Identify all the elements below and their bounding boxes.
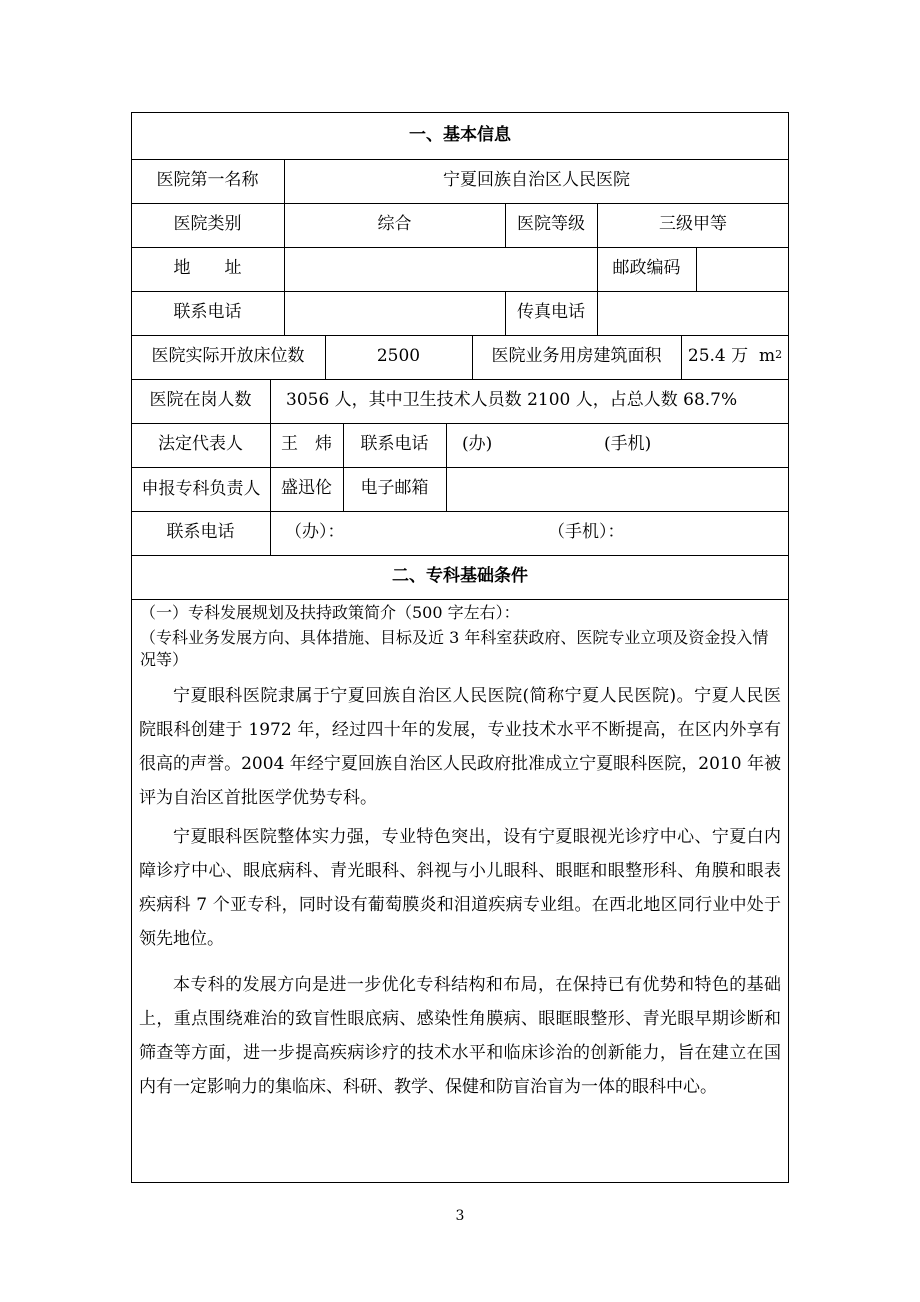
category-value: 综合	[377, 214, 412, 235]
contact-label: 联系电话	[166, 522, 235, 543]
grade-label: 医院等级	[517, 214, 585, 235]
contact-mobile: （手机）：	[548, 522, 625, 543]
beds-value: 2500	[376, 346, 421, 367]
area-value: 25.4 万	[687, 346, 749, 367]
page-number: 3	[455, 1208, 465, 1224]
phone-value	[284, 291, 505, 335]
paragraph-3: 本专科的发展方向是进一步优化专科结构和布局，在保持已有优势和特色的基础上，重点围绕难治的致盲性眼底病、感染性角膜病、眼眶眼整形、青光眼早期诊断和筛查等方面，进一步提高疾病诊疗的技术水平和临床诊治的创新能力，旨在建立在国内有一定影响力的集临床、科研、教学、保健和防盲治盲为一体的眼科中心。	[139, 975, 781, 1097]
email-value	[446, 467, 789, 511]
section2-subheading: （一）专科发展规划及扶持政策简介（500 字左右）：	[140, 603, 520, 622]
legal-rep-label: 法定代表人	[158, 434, 243, 455]
address-value	[284, 247, 597, 291]
postcode-value	[696, 247, 789, 291]
postcode-label: 邮政编码	[612, 258, 681, 279]
legal-rep-value: 王 炜	[281, 434, 332, 455]
area-unit-superscript: 2	[775, 347, 783, 361]
legal-phone-label: 联系电话	[360, 434, 429, 455]
head-value: 盛迅伦	[281, 478, 332, 499]
row-divider	[131, 599, 789, 600]
legal-phone-office: (办)	[462, 434, 493, 455]
address-label: 地 址	[173, 258, 242, 279]
area-unit: m	[758, 346, 776, 367]
hospital-name-label: 医院第一名称	[156, 170, 259, 191]
fax-label: 传真电话	[517, 302, 585, 323]
category-label: 医院类别	[173, 214, 242, 235]
section2-title: 二、专科基础条件	[392, 566, 528, 587]
area-value-cell	[681, 335, 789, 379]
staff-value: 3056 人，其中卫生技术人员数 2100 人，占总人数 68.7%	[286, 390, 738, 411]
head-label: 申报专科负责人	[141, 479, 261, 499]
staff-label: 医院在岗人数	[149, 390, 252, 411]
paragraph-1: 宁夏眼科医院隶属于宁夏回族自治区人民医院(简称宁夏人民医院)。宁夏人民医院眼科创建于 1972 年，经过四十年的发展，专业技术水平不断提高，在区内外享有很高的声誉。2004 年经宁夏回族自治区人民政府批准成立宁夏眼科医院，2010 年被评为自治区首批医学优势专科。	[139, 686, 781, 808]
fax-value	[597, 291, 789, 335]
phone-label: 联系电话	[173, 302, 242, 323]
grade-value: 三级甲等	[659, 214, 727, 235]
email-label: 电子邮箱	[360, 478, 429, 499]
section1-title: 一、基本信息	[409, 124, 511, 145]
area-label: 医院业务用房建筑面积	[491, 346, 662, 367]
beds-label: 医院实际开放床位数	[151, 346, 305, 367]
paragraph-2: 宁夏眼科医院整体实力强，专业特色突出，设有宁夏眼视光诊疗中心、宁夏白内障诊疗中心、眼底病科、青光眼科、斜视与小儿眼科、眼眶和眼整形科、角膜和眼表疾病科 7 个亚专科，同时设有葡萄膜炎和泪道疾病专业组。在西北地区同行业中处于领先地位。	[139, 827, 781, 949]
hospital-name-value: 宁夏回族自治区人民医院	[443, 170, 630, 191]
legal-phone-mobile: (手机)	[604, 434, 652, 455]
contact-office: （办）：	[285, 522, 345, 543]
section2-subheading-note: （专科业务发展方向、具体措施、目标及近 3 年科室获政府、医院专业立项及资金投入情况等）	[140, 628, 769, 669]
